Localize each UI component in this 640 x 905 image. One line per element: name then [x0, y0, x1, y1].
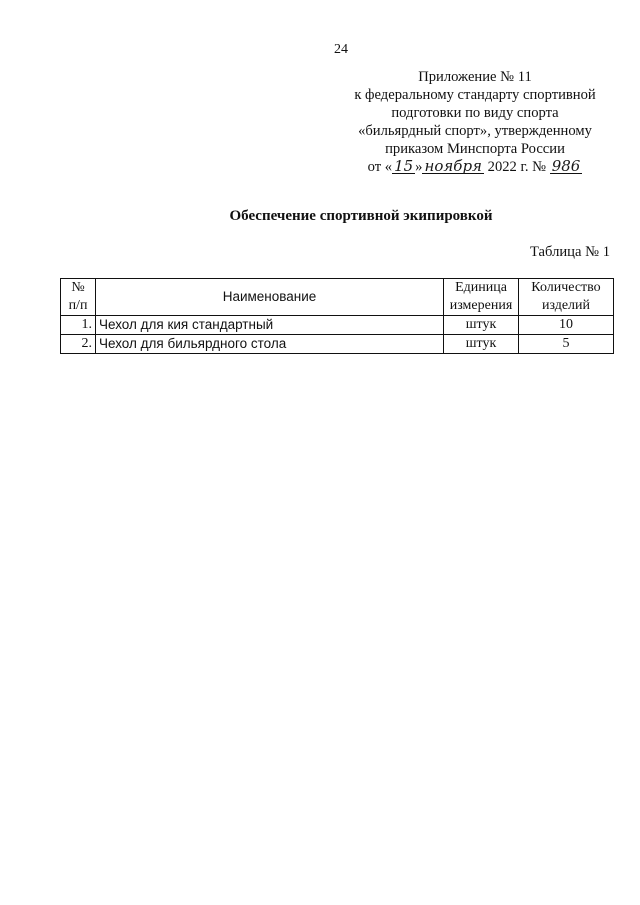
appendix-header [340, 68, 610, 176]
row-num: 1. [61, 316, 96, 335]
row-qty: 10 [519, 316, 614, 335]
table-header-row [61, 279, 614, 316]
appendix-standard: к федеральному стандарту спортивной [354, 87, 596, 103]
header-num-line2: п/п [68, 298, 88, 313]
row-name: Чехол для кия стандартный [96, 316, 444, 335]
header-qty-line2: изделий [541, 298, 591, 313]
row-qty: 5 [519, 335, 614, 354]
document-title: Обеспечение спортивной экипировкой [229, 208, 493, 224]
date-year: 2022 г. № [487, 159, 547, 175]
table-caption: Таблица № 1 [530, 244, 610, 260]
date-prefix: от « [367, 159, 393, 175]
equipment-table [60, 278, 614, 354]
appendix-ministry: приказом Минспорта России [385, 141, 565, 157]
appendix-approved: «бильярдный спорт», утвержденному [358, 123, 592, 139]
header-name: Наименование [96, 279, 444, 316]
header-unit [444, 279, 519, 316]
page-number: 24 [334, 42, 348, 57]
date-day: 15 [394, 157, 414, 175]
appendix-sport: подготовки по виду спорта [391, 105, 559, 121]
header-num [61, 279, 96, 316]
order-number: 986 [551, 157, 581, 175]
header-qty [519, 279, 614, 316]
table-row [61, 316, 614, 335]
header-qty-line1: Количество [531, 280, 601, 295]
appendix-date-line [340, 158, 610, 176]
table-row [61, 335, 614, 354]
header-unit-line1: Единица [455, 280, 507, 295]
date-quote: » [415, 159, 423, 175]
row-num: 2. [61, 335, 96, 354]
row-name: Чехол для бильярдного стола [96, 335, 444, 354]
header-num-line1: № [71, 280, 85, 295]
row-unit: штук [444, 316, 519, 335]
header-unit-line2: измерения [449, 298, 513, 313]
row-unit: штук [444, 335, 519, 354]
appendix-title: Приложение № 11 [418, 69, 532, 85]
date-month: ноября [424, 157, 482, 175]
